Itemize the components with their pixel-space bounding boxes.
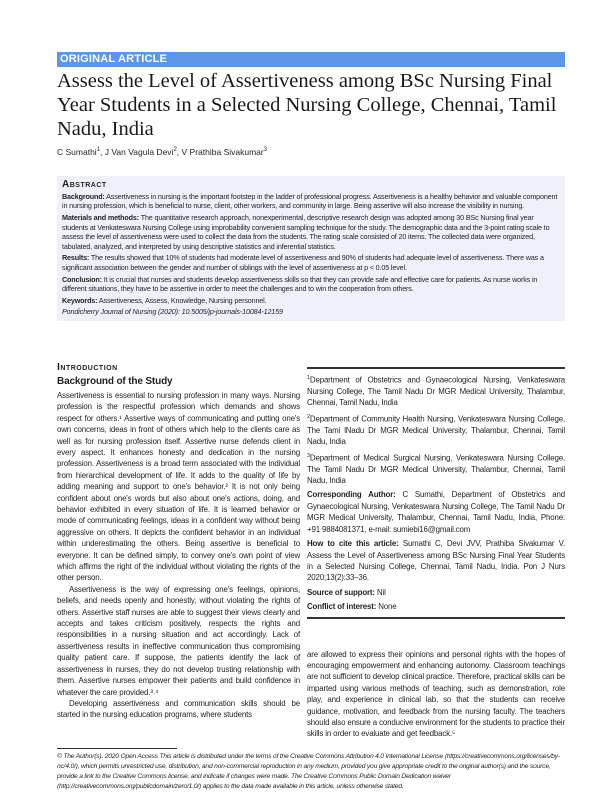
article-type-banner (57, 52, 565, 67)
corresponding-label: Corresponding Author: (307, 490, 396, 500)
support-text: Nil (376, 587, 386, 597)
cite-text: Sumathi C, Devi JVV, Prathiba Sivakumar V. Assess the Level of Assertiveness among BSc Nursing Final Year Students in a Selected Nursing College, Chennai, Tamil Nadu, India. Pon J Nurs 2020;13(2):33–36. (307, 539, 566, 583)
article-title: Assess the Level of Assertiveness among BSc Nursing Final Year Students in a Selected Nursing College, Chennai, Tamil Nadu, India (57, 70, 557, 140)
affiliation (307, 412, 565, 448)
author-sup: 3 (263, 147, 268, 153)
left-column (57, 361, 300, 721)
abstract-background (62, 192, 560, 211)
intro-paragraph: Developing assertiveness and communication skills should be started in the nursing education programs, where students (57, 698, 300, 720)
journal-citation: Pondicherry Journal of Nursing (2020): 10.5005/jp-journals-10084-12159 (62, 307, 283, 317)
introduction-heading: Introduction (57, 360, 118, 373)
conflict-label: Conflict of interest: (307, 602, 377, 612)
intro-paragraph: are allowed to express their opinions and personal rights with the hopes of encouraging empowerment and enhancing autonomy. Classroom teachings are not sufficient to develop clinical practice. Therefore, practical skills can be imparted using various methods of teaching, such as demonstration, role play, and experience in clinical lab, so that the students can receive guidance, motivation, and feedback from the nursing faculty. The teachers should also ensure a conducive environment for the students to practice their skills in order to evaluate and get feedback.⁵ (307, 649, 565, 739)
abstract-text: It is crucial that nurses and students develop assertiveness skills so that they can provide safe and effective care for patients. As nurse works in different situations, they have to be assertive in order to meet the challenges and to win the cooperation from others. (62, 274, 538, 294)
conflict-of-interest (307, 601, 565, 612)
intro-paragraph: Assertiveness is the way of expressing one's feelings, opinions, beliefs, and needs openly and honestly, without violating the rights of others. Assertive staff nurses are able to suggest their views clearly and accepts and takes criticism positively, respects the rights and responsibilities in a nursing situation and act accordingly. Lack of assertiveness results in ineffective communication thus compromising quality patient care. If suppose, the patients identify the lack of assertiveness in nurses, they do not develop trusting relationship with them. Assertive nurses empower their patients and build confidence in whatever the care provided.³˒⁴ (57, 584, 300, 697)
background-subheading: Background of the Study (57, 375, 173, 387)
divider (307, 617, 565, 619)
right-column (307, 367, 565, 740)
affiliation-text: Department of Obstetrics and Gynaecological Nursing, Venkateswara Nursing College, The Tamil Nadu Dr MGR Medical University, Thalambur, Chennai, Tamil Nadu, India (307, 375, 565, 408)
license-footnote: © The Author(s). 2020 Open Access This article is distributed under the terms of the Creative Commons Attribution 4.0 International License (https://creativecommons.org/licenses/by-nc/4.0/), which permits unrestricted use, distribution, and non-commercial reproduction in any medium, provided you give appropriate credit to the original author(s) and the source, provide a link to the Creative Commons license, and indicate if changes were made. The Creative Commons Public Domain Dedication waiver (http://creativecommons.org/publicdomain/zero/1.0/) applies to the data made available in this article, unless otherwise stated. (57, 752, 560, 790)
how-to-cite (307, 538, 565, 584)
abstract-text: The results showed that 10% of students had moderate level of assertiveness and 90% of students had adequate level of assertiveness. There was a significant association between the gender and number of siblings with the level of assertiveness at p < 0.05 level. (62, 253, 544, 272)
corresponding-text: C Sumathi, Department of Obstetrics and Gynaecological Nursing, Venkateswara Nursing College, The Tamil Nadu Dr MGR Medical University, Thalambur, Chennai, Tamil Nadu, India, Phone: +91 9884081371, e-mail: sumiebi16@gmail.com (307, 490, 565, 534)
author-name: J Van Vagula Devi (104, 146, 174, 157)
author-sup: 2 (173, 147, 177, 153)
cite-label: How to cite this article: (307, 539, 399, 549)
article-type-label: ORIGINAL ARTICLE (60, 53, 168, 65)
affiliation-sup: 3 (307, 452, 310, 459)
affiliation (307, 373, 565, 409)
abstract-label: Conclusion: (62, 274, 102, 284)
abstract-label: Materials and methods: (62, 213, 139, 223)
author-sup: 1 (96, 147, 101, 153)
divider (307, 367, 565, 369)
abstract-text: Assertiveness in nursing is the important footstep in the ladder of professional progress. Assertiveness is a healthy behavior and valuable component in nursing profession, which is beneficial to nurse, client, other workers, and community in large. Being assertive will also increase the visibility in nursing. (62, 191, 558, 211)
abstract-box (57, 176, 565, 321)
footnote-rule (57, 748, 177, 749)
abstract-label: Background: (62, 191, 105, 201)
author-list: C Sumathi$^1$, J Van Vagula Devi$^2$, V Prathiba Sivakumar$^3$ (57, 146, 268, 157)
abstract-keywords (62, 296, 560, 306)
abstract-heading: Abstract (62, 178, 107, 190)
abstract-label: Results: (62, 253, 90, 263)
author-name: V Prathiba Sivakumar (181, 146, 264, 157)
abstract-text: The quantitative research approach, nonexperimental, descriptive research design was adopted among 30 BSc Nursing final year students at Venkateswara Nursing College using improbability convenient sampling technique for the study. The demographic data and the 3-point rating scale to assess the level of assertiveness were used to collect the data from the students. The rating scale consisted of 20 items. The collected data were organized, tabulated, analyzed, and interpreted by using descriptive statistics and inferential statistics. (62, 213, 550, 251)
abstract-label: Keywords: (62, 295, 98, 305)
affiliation-text: Department of Community Health Nursing, Venkateswara Nursing College, The Tami lNadu Dr MGR Medical University, Thalambur, Chennai, Tamil Nadu, India (307, 414, 565, 447)
affiliation (307, 451, 565, 487)
source-of-support (307, 587, 565, 598)
affiliation-sup: 2 (307, 413, 310, 420)
abstract-methods (62, 213, 560, 251)
affiliation-text: Department of Medical Surgical Nursing, Venkateswara Nursing College, The Tamil Nadu Dr MGR Medical University, Thalambur, Chennai, Tamil Nadu, India (307, 453, 565, 486)
abstract-text: Assertiveness, Assess, Knowledge, Nursing personnel. (98, 295, 267, 305)
body-columns (57, 361, 565, 740)
corresponding-author (307, 489, 565, 535)
abstract-results (62, 253, 560, 272)
abstract-conclusion (62, 275, 560, 294)
affiliation-sup: 1 (307, 374, 310, 381)
affiliations (307, 373, 565, 613)
support-label: Source of support: (307, 587, 375, 597)
intro-paragraph: Assertiveness is essential to nursing profession in many ways. Nursing profession is the respectful profession which demands and shows respect for others.¹ Assertive ways of communicating and putting one's own concerns, ideas in front of others which help to the clients care as well as for nursing profession itself. Assertive nurse defends client in every aspect. It enhances honesty and dedication in the nursing profession. Assertiveness is a broad term associated with the individual from hierarchical development of life. It adds to the quality of life by adding meaning and support to one's behavior.² It is not only being confident about one's words but also about one's actions, doing, and behavior exhibited in every situation of life. It is learned behavior or mode of communicating feelings, ideas in a confident way without being aggressive on others. It depicts the confident behavior in an individual within underestimating the others. Being assertive is beneficial to everyone. It can be defined simply, to convey one's own point of view which affirms the right of the individual without violating the rights of the other person. (57, 390, 300, 583)
conflict-text: None (378, 602, 397, 612)
author-name: C Sumathi (57, 146, 97, 157)
